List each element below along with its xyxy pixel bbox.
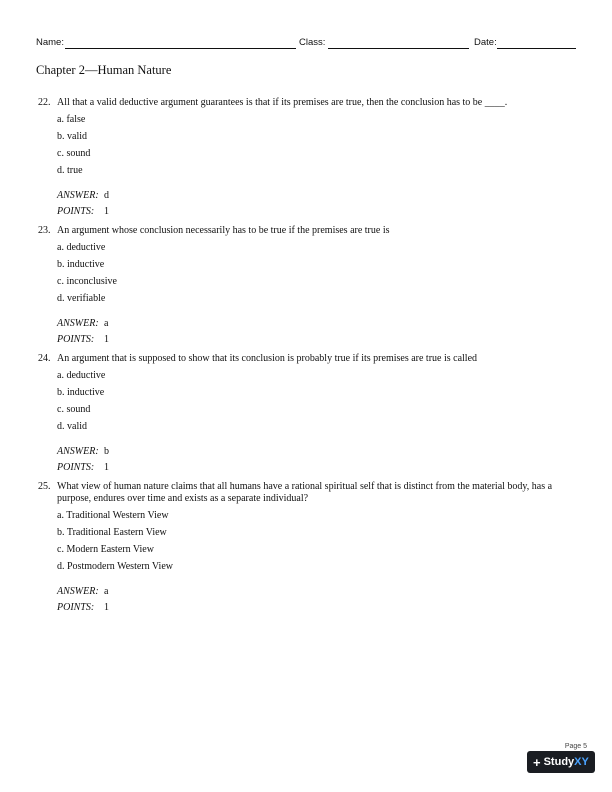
points-value: 1 — [104, 334, 109, 345]
option: c. sound — [57, 404, 91, 415]
brand-suffix: XY — [574, 756, 589, 768]
option: b. inductive — [57, 387, 105, 398]
option: a. false — [57, 114, 86, 125]
points-label: POINTS: — [57, 462, 95, 473]
points-label: POINTS: — [57, 206, 95, 217]
name-label: Name: — [36, 37, 64, 48]
date-line — [497, 48, 576, 49]
answer-block — [36, 190, 576, 222]
question-text: An argument that is supposed to show that its conclusion is probably true if its premises are true is called — [57, 353, 478, 364]
answer-block — [36, 446, 576, 478]
question-text: What view of human nature claims that all humans have a rational spiritual self that is distinct from the material body, has a purpose, endures over time and exists as a separate individual? — [57, 481, 553, 504]
answer-label: ANSWER: — [57, 318, 99, 329]
chapter-title: Chapter 2—Human Nature — [36, 63, 172, 77]
options-list — [36, 370, 576, 438]
options-list — [36, 114, 576, 182]
answer-label: ANSWER: — [57, 586, 99, 597]
question-25 — [36, 481, 576, 618]
option: b. inductive — [57, 259, 105, 270]
points-label: POINTS: — [57, 334, 95, 345]
question-22 — [36, 97, 576, 222]
footer — [527, 743, 595, 773]
option: d. verifiable — [57, 293, 106, 304]
answer-value: d — [104, 190, 109, 201]
question-text: All that a valid deductive argument guarantees is that if its premises are true, then the conclusion has to be ____. — [57, 97, 508, 108]
date-label: Date: — [474, 37, 497, 48]
option: a. Traditional Western View — [57, 510, 169, 521]
question-23 — [36, 225, 576, 350]
option: b. Traditional Eastern View — [57, 527, 167, 538]
answer-value: a — [104, 318, 109, 329]
header — [36, 37, 576, 51]
points-value: 1 — [104, 462, 109, 473]
points-value: 1 — [104, 206, 109, 217]
answer-block — [36, 318, 576, 350]
page-number: Page 5 — [564, 743, 587, 750]
question-stem — [36, 225, 576, 237]
option: c. sound — [57, 148, 91, 159]
question-number: 23. — [38, 225, 51, 236]
option: c. inconclusive — [57, 276, 117, 287]
brand-prefix: Study — [543, 756, 575, 768]
option: a. deductive — [57, 242, 106, 253]
answer-label: ANSWER: — [57, 446, 99, 457]
plus-icon: + — [533, 754, 541, 770]
question-stem — [36, 481, 567, 505]
option: a. deductive — [57, 370, 106, 381]
question-number: 22. — [38, 97, 51, 108]
question-number: 25. — [38, 481, 51, 492]
answer-block — [36, 586, 576, 618]
option: d. Postmodern Western View — [57, 561, 173, 572]
points-label: POINTS: — [57, 602, 95, 613]
options-list — [36, 242, 576, 310]
question-24 — [36, 353, 576, 478]
option: d. true — [57, 165, 83, 176]
question-text: An argument whose conclusion necessarily has to be true if the premises are true is — [57, 225, 390, 236]
answer-label: ANSWER: — [57, 190, 99, 201]
class-line — [328, 48, 469, 49]
option: b. valid — [57, 131, 87, 142]
question-number: 24. — [38, 353, 51, 364]
option: d. valid — [57, 421, 87, 432]
name-line — [65, 48, 296, 49]
answer-value: a — [104, 586, 109, 597]
question-stem — [36, 353, 576, 365]
class-label: Class: — [299, 37, 326, 48]
points-value: 1 — [104, 602, 109, 613]
options-list — [36, 510, 576, 578]
answer-value: b — [104, 446, 109, 457]
question-stem — [36, 97, 576, 109]
studyxy-badge[interactable] — [527, 751, 595, 773]
option: c. Modern Eastern View — [57, 544, 154, 555]
